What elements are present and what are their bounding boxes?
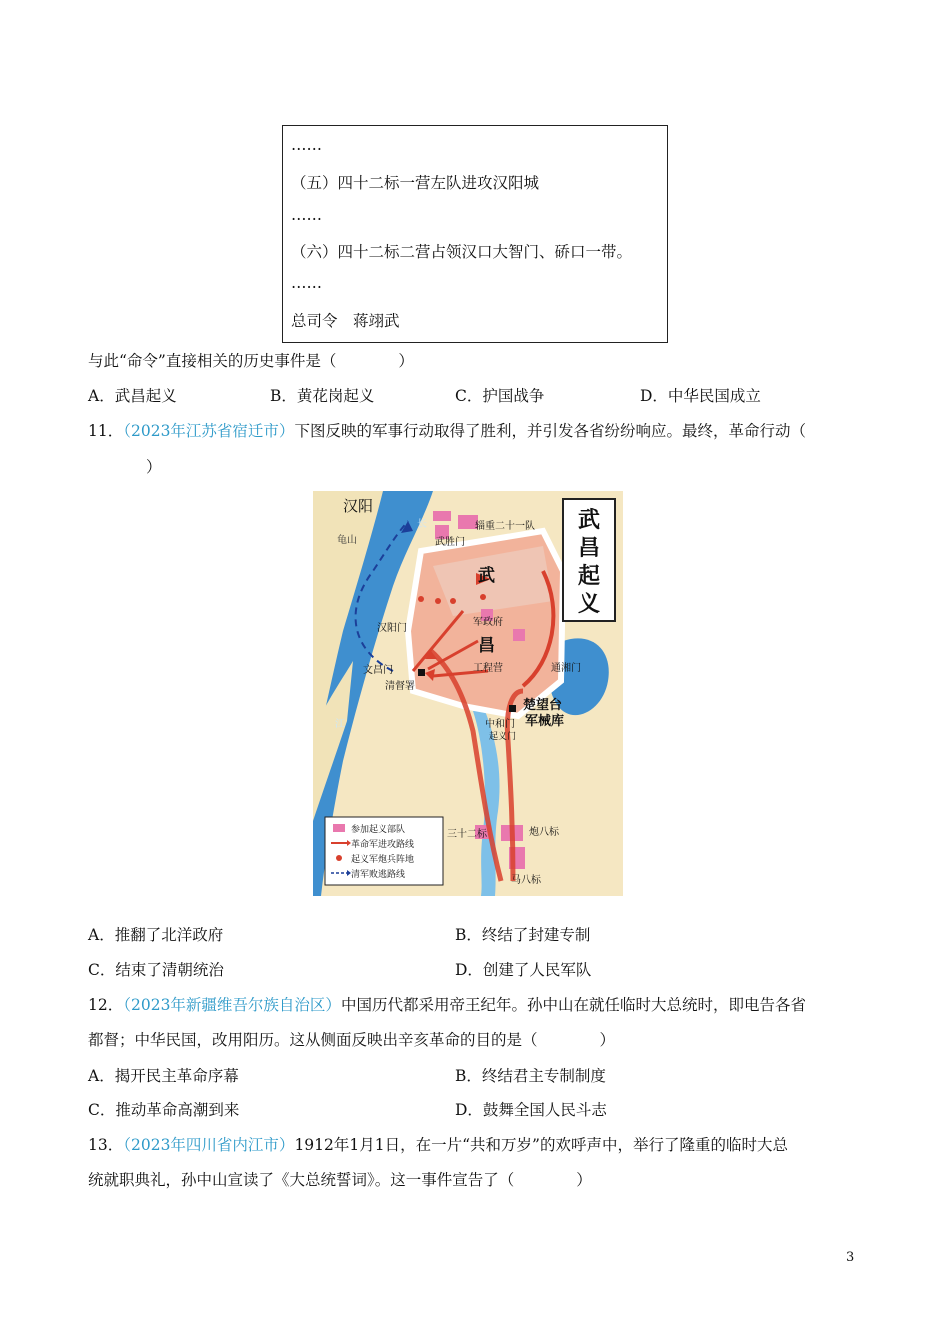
label-hanyang: 汉阳 [343, 497, 374, 515]
label-gongcheng-ying: 工程营 [473, 663, 503, 674]
label-wu: 武 [478, 566, 495, 586]
order-signature: 总司令 蒋翊武 [291, 312, 400, 330]
label-pao-ba-biao: 炮八标 [529, 827, 559, 838]
label-chang: 长 [417, 519, 427, 530]
label-junxieku: 军械库 [525, 714, 565, 729]
legend-item: 革命军进攻路线 [351, 840, 415, 850]
question-number: 12． [88, 996, 124, 1014]
label-wusheng-gate: 武胜门 [435, 537, 465, 548]
order-text-box [282, 125, 668, 343]
map-title-char: 义 [577, 592, 601, 617]
question-text: 中国历代都采用帝王纪年。孙中山在就任临时大总统时，即电告各省 [340, 996, 806, 1014]
label-jiang: 江 [335, 719, 345, 730]
label-tongxiang-gate: 通湘门 [551, 663, 581, 674]
question-13-stem [88, 1133, 788, 1155]
ellipsis: …… [291, 274, 322, 292]
map-title-char: 昌 [577, 536, 601, 561]
question-number: 11． [88, 422, 124, 440]
page-number: 3 [846, 1250, 855, 1265]
question-source: （2023年新疆维吾尔族自治区） [123, 996, 341, 1014]
map-title-char: 起 [577, 564, 601, 589]
label-guishan: 龟山 [337, 535, 357, 546]
option-b: B．黄花岗起义 [270, 387, 375, 405]
label-hanyang-gate: 汉阳门 [377, 623, 407, 634]
label-zhongdui: 辎重二十一队 [475, 521, 535, 532]
legend-item: 参加起义部队 [351, 825, 406, 835]
map-title-char: 武 [577, 508, 601, 533]
ellipsis: …… [291, 206, 322, 224]
question-text: 1912年1月1日，在一片“共和万岁”的欢呼声中，举行了隆重的临时大总 [294, 1136, 788, 1154]
label-ma-ba-biao: 马八标 [511, 875, 541, 886]
question-13-stem-2: 统就职典礼，孙中山宣读了《大总统誓词》。这一事件宣告了（ ） [88, 1171, 592, 1189]
label-zhonghe-gate: 中和门 [485, 719, 515, 730]
option-c: C．推动革命高潮到来 [88, 1101, 240, 1119]
question-10-stem: 与此“命令”直接相关的历史事件是（ ） [88, 352, 414, 370]
order-line-6: （六）四十二标二营占领汉口大智门、硚口一带。 [291, 243, 633, 261]
option-a: A．揭开民主革命序幕 [88, 1067, 239, 1085]
legend-item: 清军败逃路线 [351, 870, 406, 880]
label-sanshier-biao: 三十二标 [447, 829, 487, 840]
label-qiyi-gate: 起义门 [489, 732, 517, 742]
option-b: B．终结君主专制制度 [455, 1067, 606, 1085]
question-11-stem [88, 419, 806, 441]
wuchang-uprising-map [313, 491, 623, 896]
option-c: C．结束了清朝统治 [88, 961, 224, 979]
option-d: D．鼓舞全国人民斗志 [455, 1101, 607, 1119]
ellipsis: …… [291, 136, 322, 154]
option-a: A．武昌起义 [88, 387, 177, 405]
label-jun-zhengfu: 军政府 [473, 617, 503, 628]
label-wenchang-gate: 文昌门 [363, 665, 393, 676]
option-c: C．护国战争 [455, 387, 545, 405]
label-qing-dushu: 清督署 [385, 681, 415, 692]
question-source: （2023年四川省内江市） [123, 1136, 295, 1154]
question-text: 下图反映的军事行动取得了胜利，并引发各省纷纷响应。最终，革命行动（ [294, 422, 806, 440]
legend-item: 起义军炮兵阵地 [351, 855, 415, 865]
question-11-stem-end: ） [146, 458, 162, 476]
question-source: （2023年江苏省宿迁市） [123, 422, 295, 440]
label-chang-city: 昌 [478, 636, 495, 656]
question-12-stem-2: 都督；中华民国，改用阳历。这从侧面反映出辛亥革命的目的是（ ） [88, 1031, 616, 1049]
question-number: 13． [88, 1136, 124, 1154]
option-d: D．中华民国成立 [640, 387, 761, 405]
option-b: B．终结了封建专制 [455, 926, 591, 944]
order-line-5: （五）四十二标一营左队进攻汉阳城 [291, 174, 540, 192]
label-chuwangtai: 楚望台 [523, 698, 563, 713]
option-a: A．推翻了北洋政府 [88, 926, 224, 944]
option-d: D．创建了人民军队 [455, 961, 592, 979]
question-12-stem [88, 993, 806, 1015]
